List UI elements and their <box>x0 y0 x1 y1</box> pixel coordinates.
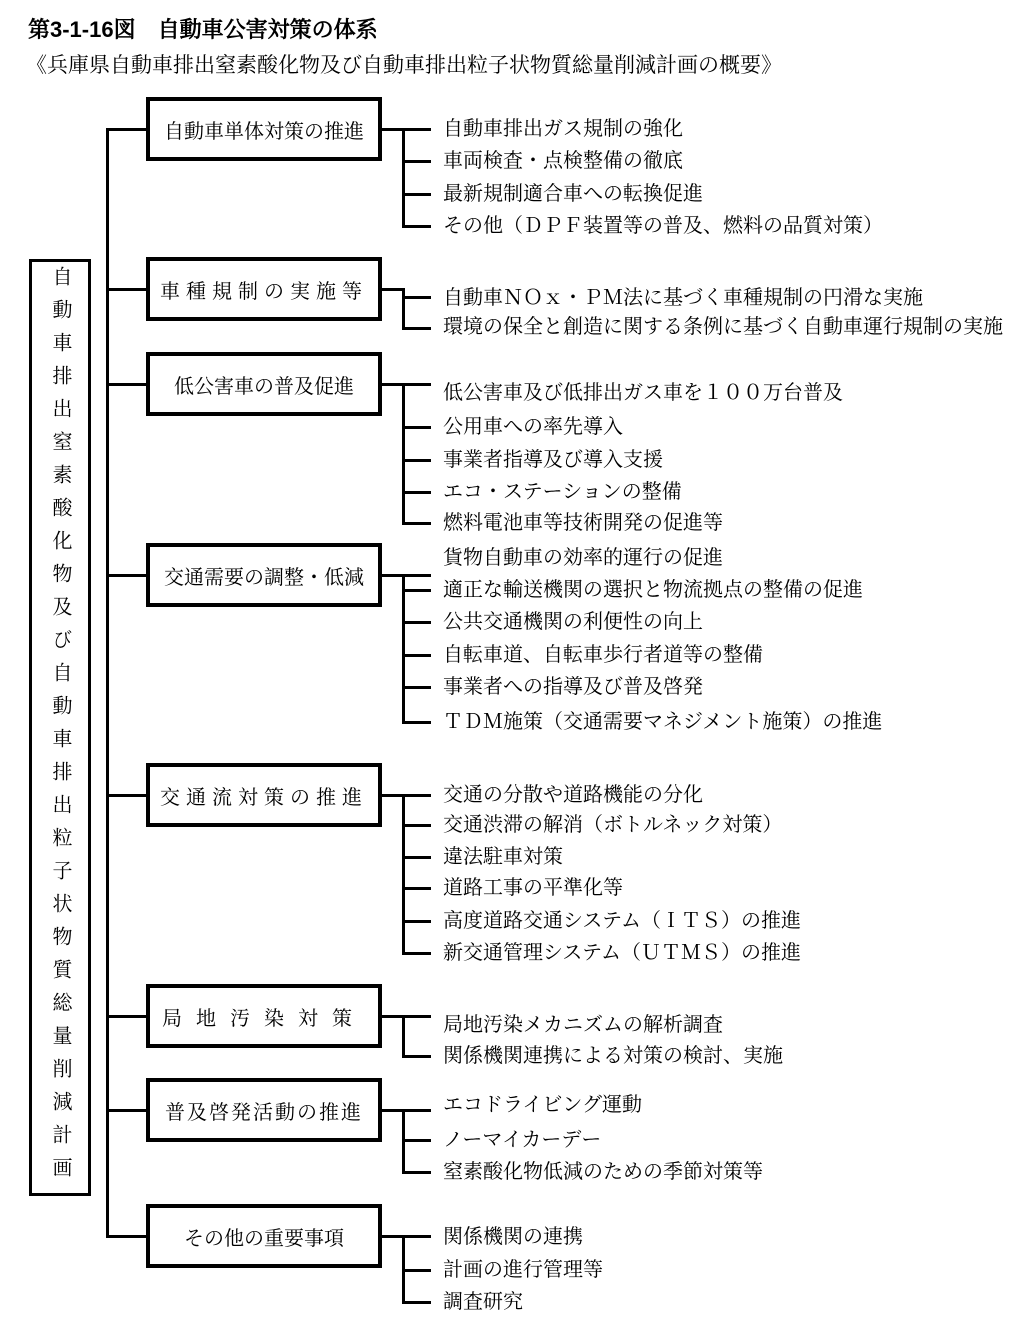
tick-line <box>402 327 431 330</box>
branch-line <box>402 794 405 955</box>
tick-line <box>402 721 431 724</box>
category-box-1 <box>146 97 382 161</box>
leaf-item: 事業者指導及び導入支援 <box>443 449 663 471</box>
tick-line <box>402 686 431 689</box>
figure-title: 第3-1-16図 自動車公害対策の体系 <box>28 17 378 42</box>
leaf-item: 公共交通機関の利便性の向上 <box>443 611 703 633</box>
spine-to-box-connector <box>106 1109 146 1112</box>
leaf-item: 関係機関連携による対策の検討、実施 <box>443 1045 783 1067</box>
branch-line <box>402 574 405 724</box>
category-label-4: 交通需要の調整・低減 <box>164 566 364 589</box>
root-label: 自動車排出窒素酸化物及び自動車排出粒子状物質総量削減計画 <box>49 265 71 1190</box>
tick-line <box>402 920 431 923</box>
leaf-item: 違法駐車対策 <box>443 846 563 868</box>
leaf-item: 事業者への指導及び普及啓発 <box>443 676 703 698</box>
leaf-item: 計画の進行管理等 <box>443 1259 603 1281</box>
branch-line <box>402 128 405 228</box>
tick-line <box>402 193 431 196</box>
leaf-item: 最新規制適合車への転換促進 <box>443 183 703 205</box>
box-to-branch-connector <box>378 288 405 291</box>
spine-to-box-connector <box>106 1235 146 1238</box>
spine-to-box-connector <box>106 794 146 797</box>
tick-line <box>402 856 431 859</box>
tick-line <box>402 654 431 657</box>
leaf-item: 関係機関の連携 <box>443 1226 583 1248</box>
category-label-5: 交通流対策の推進 <box>160 786 368 809</box>
spine-to-box-connector <box>106 288 146 291</box>
category-label-6: 局地汚染対策 <box>162 1007 366 1030</box>
leaf-item: 交通の分散や道路機能の分化 <box>443 784 703 806</box>
tick-line <box>402 1171 431 1174</box>
branch-line <box>402 383 405 525</box>
leaf-item: 車両検査・点検整備の徹底 <box>443 150 683 172</box>
tick-line <box>402 1269 431 1272</box>
spine-to-box-connector <box>106 128 146 131</box>
category-box-7 <box>146 1078 382 1142</box>
branch-line <box>402 1015 405 1058</box>
category-box-2 <box>146 257 382 321</box>
tick-line <box>402 621 431 624</box>
tick-line <box>402 296 431 299</box>
category-box-5 <box>146 763 382 827</box>
spine-line <box>106 128 109 1238</box>
leaf-item: 低公害車及び低排出ガス車を１００万台普及 <box>443 382 843 404</box>
tick-line <box>402 1055 431 1058</box>
leaf-item: 燃料電池車等技術開発の促進等 <box>443 512 723 534</box>
leaf-item: エコ・ステーションの整備 <box>443 481 682 503</box>
leaf-item: 調査研究 <box>443 1291 523 1313</box>
category-box-4 <box>146 543 382 607</box>
tick-line <box>402 1139 431 1142</box>
leaf-item: ノーマイカーデー <box>443 1129 602 1151</box>
leaf-item: エコドライビング運動 <box>443 1094 642 1116</box>
tick-line <box>402 426 431 429</box>
category-label-1: 自動車単体対策の推進 <box>164 120 364 143</box>
tick-line <box>402 952 431 955</box>
branch-line <box>402 288 405 330</box>
leaf-item: 自動車排出ガス規制の強化 <box>443 118 683 140</box>
leaf-item: 公用車への率先導入 <box>443 416 623 438</box>
leaf-item: 窒素酸化物低減のための季節対策等 <box>443 1161 763 1183</box>
category-box-6 <box>146 984 382 1048</box>
tick-line <box>402 459 431 462</box>
figure-subtitle: 《兵庫県自動車排出窒素酸化物及び自動車排出粒子状物質総量削減計画の概要》 <box>26 53 782 77</box>
leaf-item: 交通渋滞の解消（ボトルネック対策） <box>443 814 783 836</box>
leaf-item: ＴＤＭ施策（交通需要マネジメント施策）の推進 <box>443 711 883 733</box>
category-box-3 <box>146 352 382 416</box>
leaf-item: 道路工事の平準化等 <box>443 877 623 899</box>
category-label-2: 車種規制の実施等 <box>160 280 368 303</box>
tick-line <box>402 1301 431 1304</box>
spine-to-box-connector <box>106 1015 146 1018</box>
leaf-item: 環境の保全と創造に関する条例に基づく自動車運行規制の実施 <box>443 316 1003 338</box>
leaf-item: 貨物自動車の効率的運行の促進 <box>443 547 723 569</box>
leaf-item: 適正な輸送機関の選択と物流拠点の整備の促進 <box>443 579 863 601</box>
leaf-item: 自動車ＮＯｘ・ＰＭ法に基づく車種規制の円滑な実施 <box>443 287 923 309</box>
tick-line <box>402 887 431 890</box>
leaf-item: 高度道路交通システム（ＩＴＳ）の推進 <box>443 910 801 932</box>
tick-line <box>402 589 431 592</box>
spine-to-box-connector <box>106 574 146 577</box>
category-box-8 <box>146 1204 382 1268</box>
leaf-item: その他（ＤＰＦ装置等の普及、燃料の品質対策） <box>443 215 883 237</box>
root-box <box>29 259 91 1196</box>
category-label-8: その他の重要事項 <box>184 1227 344 1250</box>
category-label-7: 普及啓発活動の推進 <box>165 1101 363 1124</box>
leaf-item: 局地汚染メカニズムの解析調査 <box>443 1014 723 1036</box>
tick-line <box>402 824 431 827</box>
leaf-item: 自転車道、自転車歩行者道等の整備 <box>443 644 763 666</box>
tick-line <box>402 225 431 228</box>
spine-to-box-connector <box>106 383 146 386</box>
tick-line <box>402 160 431 163</box>
leaf-item: 新交通管理システム（ＵＴＭＳ）の推進 <box>443 942 801 964</box>
category-label-3: 低公害車の普及促進 <box>174 375 354 398</box>
tick-line <box>402 491 431 494</box>
tick-line <box>402 522 431 525</box>
